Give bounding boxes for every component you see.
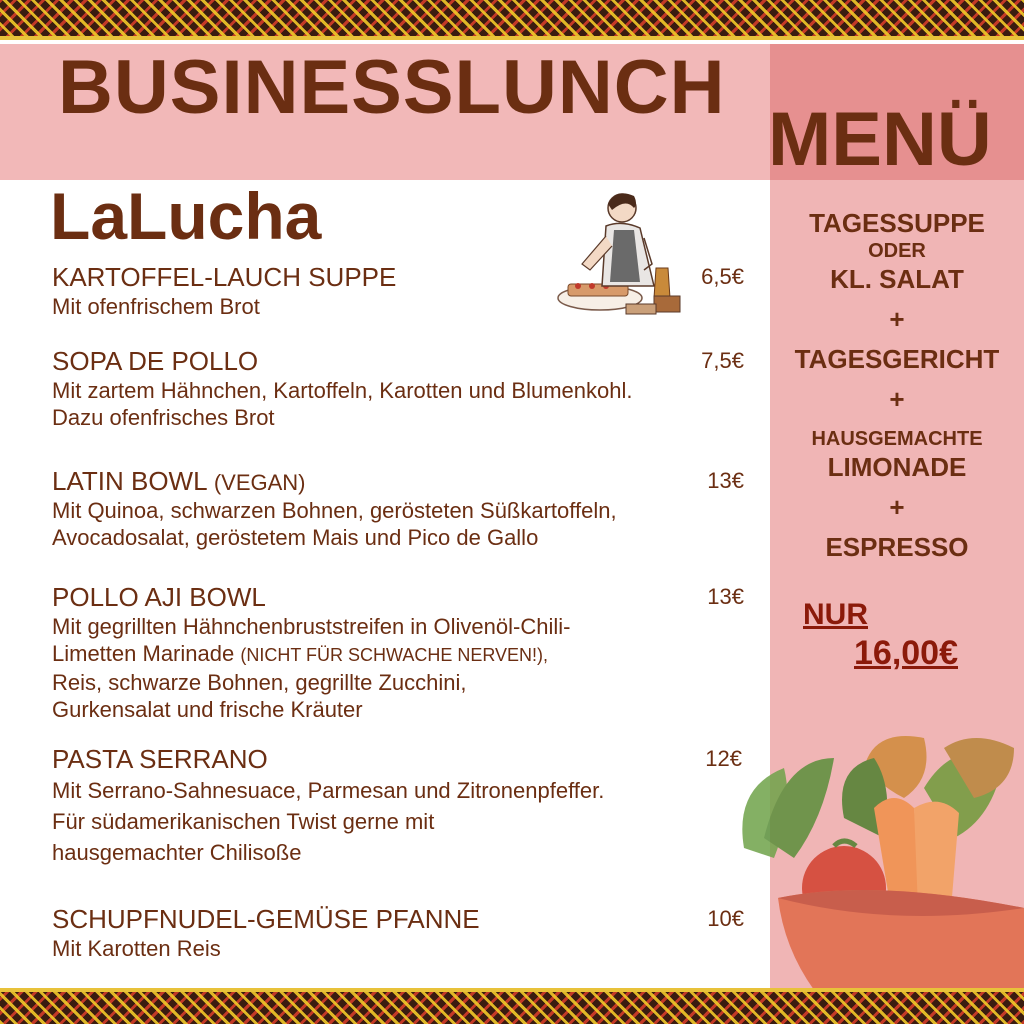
item-description: Mit Serrano-Sahnesuace, Parmesan und Zitronenpfeffer. — [52, 778, 605, 803]
offer-plus: + — [889, 492, 905, 522]
item-description: Avocadosalat, geröstetem Mais und Pico de Gallo — [52, 525, 539, 550]
item-name-text: LATIN BOWL — [52, 466, 207, 496]
offer-line-homemade: HAUSGEMACHTE — [811, 428, 983, 450]
item-name: POLLO AJI BOWL — [52, 582, 266, 612]
menu-item — [52, 582, 752, 723]
menu-item — [52, 466, 752, 551]
item-description: Mit gegrillten Hähnchenbruststreifen in Olivenöl-Chili- — [52, 614, 571, 639]
vegetable-bowl-icon — [724, 728, 1024, 990]
item-name: KARTOFFEL-LAUCH SUPPE — [52, 262, 397, 292]
offer-line-soup: TAGESSUPPE — [809, 208, 985, 238]
item-description: Mit Quinoa, schwarzen Bohnen, gerösteten Süßkartoffeln, — [52, 498, 617, 523]
decorative-border-top — [0, 0, 1024, 40]
menu-item — [52, 262, 752, 320]
spicy-warning: (NICHT FÜR SCHWACHE NERVEN!), — [240, 645, 549, 665]
item-name: PASTA SERRANO — [52, 744, 268, 774]
item-price: 7,5€ — [701, 348, 744, 373]
item-price: 6,5€ — [701, 264, 744, 289]
offer-line-dish: TAGESGERICHT — [794, 344, 1000, 374]
menu-item — [52, 346, 752, 431]
item-description — [52, 640, 752, 669]
offer-line-salad: KL. SALAT — [830, 264, 964, 294]
item-price: 13€ — [707, 584, 744, 609]
item-name: SOPA DE POLLO — [52, 346, 259, 376]
menu-item — [52, 904, 752, 962]
item-name — [52, 466, 752, 497]
item-price: 10€ — [707, 906, 744, 931]
offer-nur-label: NUR — [803, 598, 868, 631]
item-description: Reis, schwarze Bohnen, gegrillte Zucchini, — [52, 670, 467, 695]
item-description: hausgemachter Chilisoße — [52, 840, 302, 865]
title-menu: MENÜ — [768, 97, 992, 182]
item-price: 13€ — [707, 468, 744, 493]
item-description: Mit zartem Hähnchen, Kartoffeln, Karotten und Blumenkohl. — [52, 378, 633, 403]
restaurant-brand: LaLucha — [50, 179, 322, 253]
item-description: Gurkensalat und frische Kräuter — [52, 697, 363, 722]
offer-line-lemonade: LIMONADE — [827, 452, 967, 482]
item-description: Dazu ofenfrisches Brot — [52, 405, 275, 430]
offer-line-espresso: ESPRESSO — [825, 532, 969, 562]
title-businesslunch: BUSINESSLUNCH — [58, 45, 726, 130]
offer-plus: + — [889, 384, 905, 414]
item-name-note: (VEGAN) — [213, 470, 306, 495]
decorative-border-bottom — [0, 988, 1024, 1024]
item-description: Mit ofenfrischem Brot — [52, 294, 260, 319]
item-price: 12€ — [705, 746, 742, 771]
item-description: Mit Karotten Reis — [52, 936, 221, 961]
item-name: SCHUPFNUDEL-GEMÜSE PFANNE — [52, 904, 480, 934]
item-description-text: Limetten Marinade — [52, 641, 235, 666]
offer-price: 16,00€ — [854, 634, 958, 672]
item-description: Für südamerikanischen Twist gerne mit — [52, 809, 435, 834]
offer-plus: + — [889, 304, 905, 334]
menu-item — [52, 744, 752, 868]
offer-line-or: ODER — [868, 240, 926, 262]
